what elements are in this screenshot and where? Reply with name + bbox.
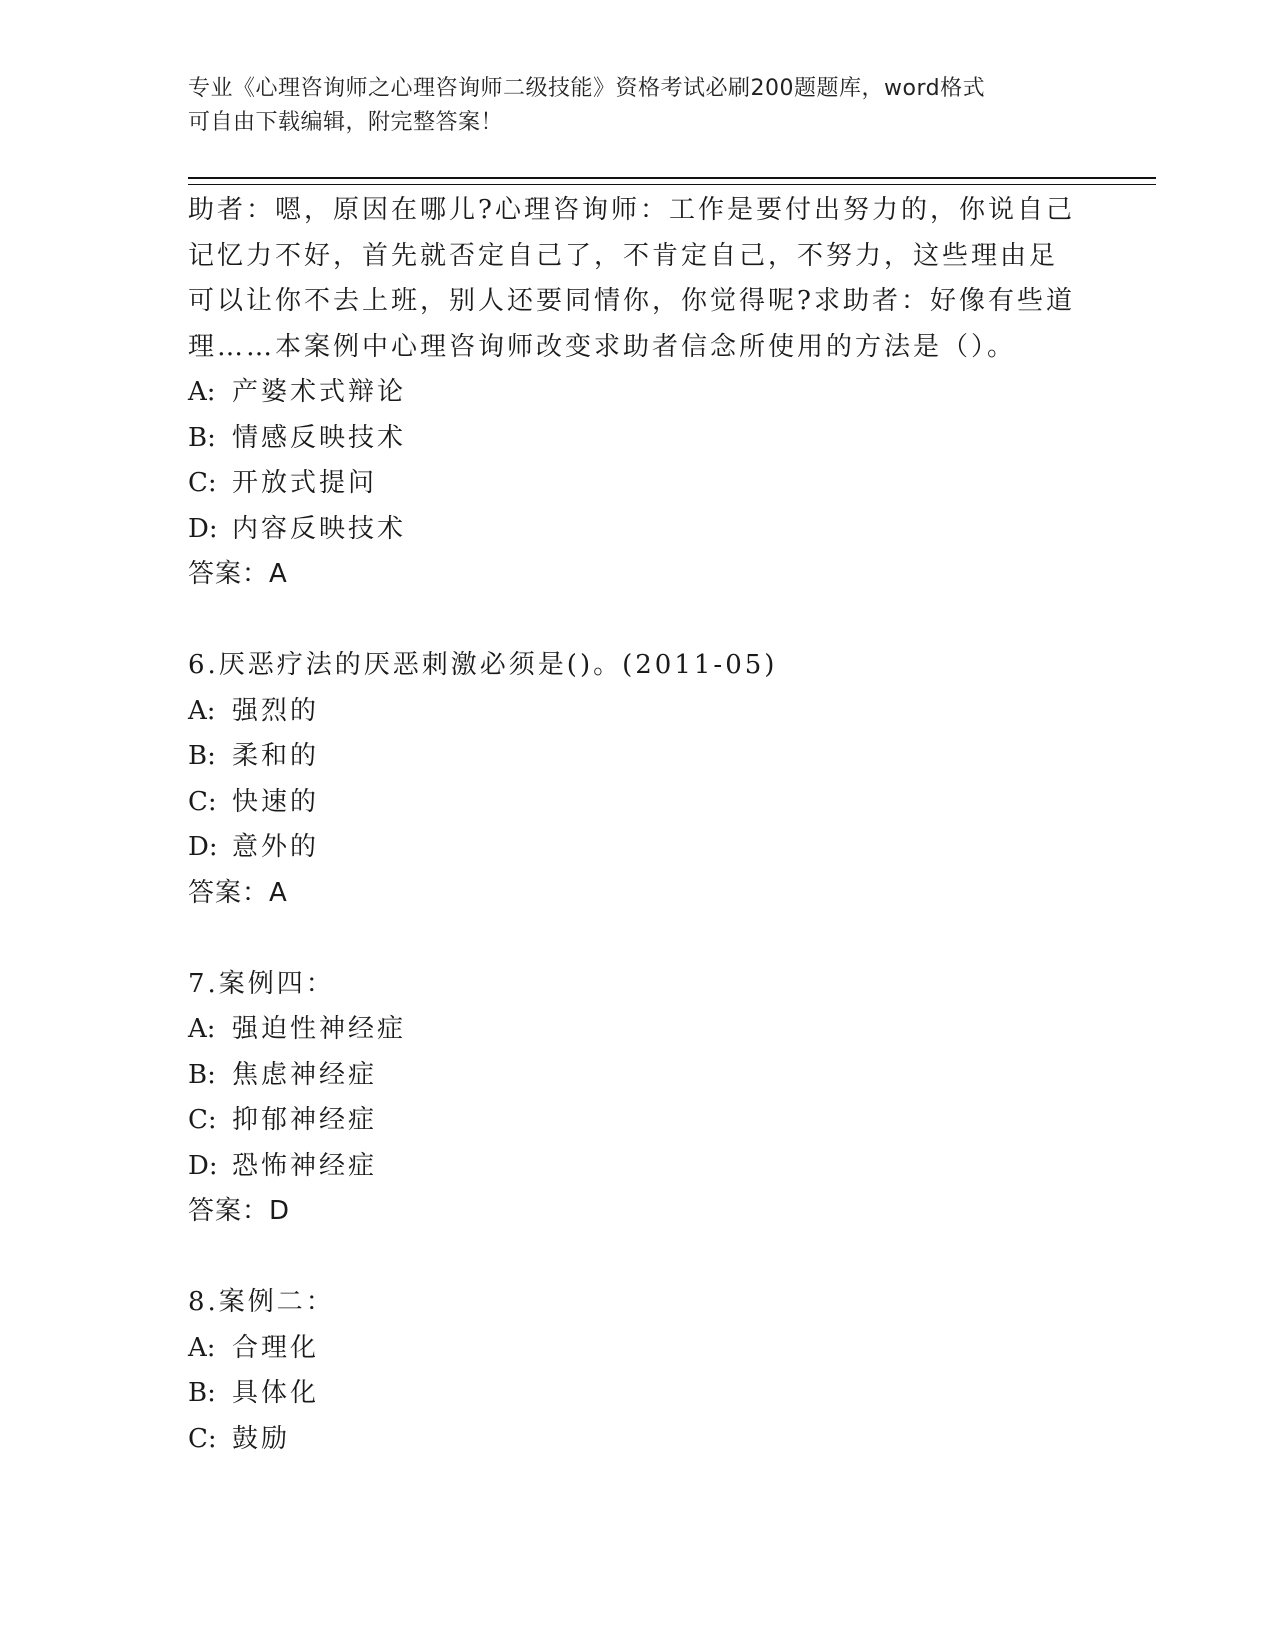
option-c — [188, 1098, 1088, 1144]
option-text: 恐怖神经症 — [232, 1150, 378, 1181]
question-stem: 6.厌恶疗法的厌恶刺激必须是()。(2011-05) — [188, 650, 778, 680]
question-6 — [188, 643, 1088, 916]
option-d — [188, 1144, 1088, 1190]
option-text: 柔和的 — [232, 741, 320, 771]
option-key: C: — [188, 1423, 217, 1454]
option-text: 焦虑神经症 — [232, 1059, 378, 1090]
question-stem-line: 助者：嗯，原因在哪儿?心理咨询师：工作是要付出努力的，你说自己 — [188, 195, 1075, 225]
option-text: 抑郁神经症 — [232, 1105, 378, 1135]
header-title-line-2: 可自由下载编辑，附完整答案！ — [188, 110, 504, 135]
document-header — [188, 72, 1068, 140]
answer-line: 答案：A — [188, 559, 288, 589]
spacer — [188, 916, 1088, 962]
option-key: C: — [188, 786, 217, 817]
question-7 — [188, 962, 1088, 1235]
question-stem-line: 可以让你不去上班，别人还要同情你，你觉得呢?求助者：好像有些道 — [188, 286, 1075, 316]
question-stem: 7.案例四： — [188, 968, 335, 999]
question-stem: 8.案例二： — [188, 1287, 335, 1317]
option-d — [188, 825, 1088, 871]
header-rule-thick — [188, 177, 1156, 179]
option-key: D: — [188, 513, 218, 544]
option-text: 强迫性神经症 — [232, 1014, 407, 1044]
option-b — [188, 734, 1088, 780]
option-text: 情感反映技术 — [232, 422, 407, 453]
option-key: A: — [188, 1014, 216, 1044]
option-key: A: — [188, 695, 216, 726]
option-a — [188, 370, 1088, 416]
option-c — [188, 1417, 1088, 1463]
option-text: 产婆术式辩论 — [232, 377, 407, 407]
option-c — [188, 780, 1088, 826]
question-stem-line: 记忆力不好，首先就否定自己了，不肯定自己，不努力，这些理由足 — [188, 240, 1059, 271]
question-stem-line: 理……本案例中心理咨询师改变求助者信念所使用的方法是（）。 — [188, 331, 1017, 362]
option-key: B: — [188, 741, 216, 771]
option-key: D: — [188, 832, 218, 862]
question-8 — [188, 1280, 1088, 1462]
option-text: 鼓励 — [232, 1423, 291, 1454]
answer-line: 答案：D — [188, 1196, 291, 1226]
spacer — [188, 1235, 1088, 1281]
option-key: D: — [188, 1150, 218, 1181]
option-text: 强烈的 — [232, 695, 320, 726]
option-b — [188, 1053, 1088, 1099]
answer-line: 答案：A — [188, 877, 288, 908]
option-d — [188, 507, 1088, 553]
option-c — [188, 461, 1088, 507]
option-a — [188, 1326, 1088, 1372]
option-text: 开放式提问 — [232, 468, 378, 498]
option-a — [188, 1007, 1088, 1053]
option-a — [188, 689, 1088, 735]
option-text: 快速的 — [232, 786, 320, 817]
option-key: B: — [188, 1378, 216, 1408]
option-key: A: — [188, 377, 216, 407]
spacer — [188, 598, 1088, 644]
document-body — [188, 188, 1088, 1462]
option-key: C: — [188, 1105, 217, 1135]
option-key: A: — [188, 1332, 216, 1363]
option-key: C: — [188, 468, 217, 498]
option-text: 意外的 — [232, 832, 320, 862]
option-key: B: — [188, 422, 216, 453]
option-b — [188, 1371, 1088, 1417]
header-title-line-1: 专业《心理咨询师之心理咨询师二级技能》资格考试必刷200题题库，word格式 — [188, 76, 986, 101]
option-text: 合理化 — [232, 1332, 320, 1363]
option-text: 具体化 — [232, 1378, 320, 1408]
question-5-continuation — [188, 188, 1088, 598]
option-b — [188, 416, 1088, 462]
header-rule-thin — [188, 184, 1156, 185]
option-text: 内容反映技术 — [232, 513, 407, 544]
option-key: B: — [188, 1059, 216, 1090]
